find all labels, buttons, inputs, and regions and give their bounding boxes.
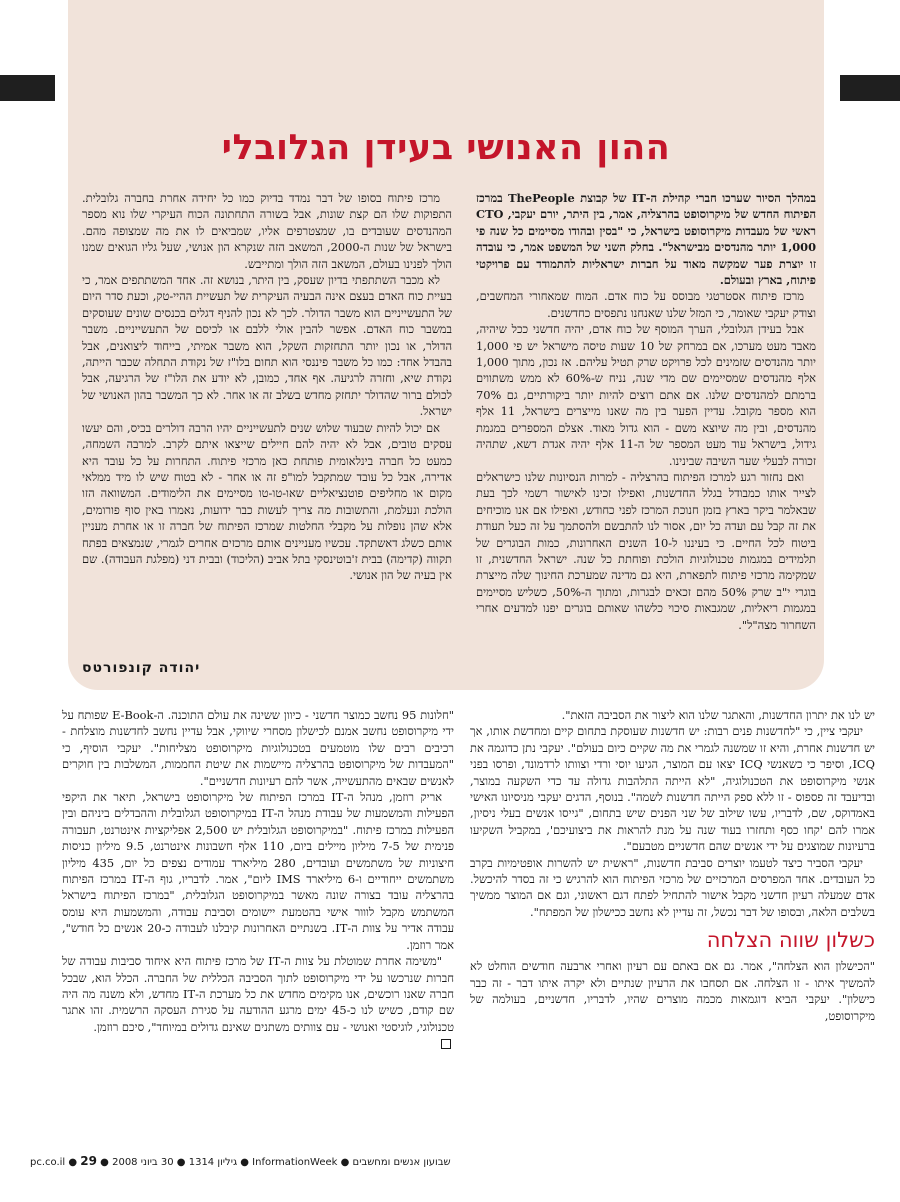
author-byline: יהודה קונפורטס	[82, 660, 201, 676]
paragraph: "הכישלון הוא הצלחה", אמר. גם אם באתם עם רעיון ואחרי ארבעה חודשים הוחלט לא להמשיך איתו - זו הצלחה. אם תסחבו את הרעיון שנתיים ולא יקרה איתו דבר - זה כבר כישלון". יעקבי הביא דוגמאות מכמה מוצרים שהיו, לדבריו, חדשניים, בעולמה של מיקרוסופט,	[470, 959, 875, 1023]
end-of-article-icon	[441, 1039, 451, 1049]
lower-column-left	[62, 707, 454, 1052]
lower-column-right	[470, 707, 875, 1024]
section-subheading: כשלון שווה הצלחה	[706, 928, 875, 953]
paragraph: לא מכבר השתתפתי בדיון שעסק, בין היתר, בנושא זה. אחד המשתתפים אמר, כי בעיית כוח האדם בעצם אינה הבעיה העיקרית של תעשיית ההיי-טק, וכעת סדר היום של התעשייניים הוא משבר הדולר. לכך לא נכון להניף דגלים בכנסים שונים שעוסקים במשבר כוח האדם. אפשר להבין אולי ללבם או לכיסם של התעשייניים. משבר הדולר, או נכון יותר התחזקות השקל, הוא משבר אמיתי, בייחוד ליצואנים, אבל בהבדל אחד: כמו כל משבר פיננסי הוא תחום בלו"ז של נקודת התחלה שכבר הייתה, נקודת שיא, וחזרה לרגיעה. אף אחד, כמובן, לא יודע את הלו"ז של הרגיעה, אבל לכולם ברור שהדולר יתחזק מחדש בשלב זה או אחר. לא כך המשבר בהון האנושי של ישראל.	[82, 273, 452, 419]
paragraph: אריק רוזמן, מנהל ה-IT במרכז הפיתוח של מיקרוסופט בישראל, תיאר את היקפי הפעילות והמשמעות של עבודת מנהל ה-IT במיקרוסופט הגלובלית וההבדלים ביניהם ובין הפעילות במרכז פיתוח. "במיקרוסופט הגלובלית יש 2,500 אפליקציות אינטרנט, תעבורה פנימית של 7-5 מיליון מיילים ביום, 110 אלף חשבונות אינטרנט, 9.5 מיליון כניסות חיצוניות של משתמשים ועובדים, 280 מיליארד עמודים נצפים כל יום, 435 מיליון משתמשים ייחודיים ו-6 מיליארד IMS ליום", אמר. לדבריו, גוף ה-IT במרכז הפיתוח בהרצליה עובד בצורה שונה מאשר במיקרוסופט הגלובלית, "במרכז הפיתוח בישראל המשתמש מקבל לווור אישי בהטמעת יישומים וסביבת עבודה, והמשמעות היא עומס עבודה אדיר על צוות ה-IT. בשנתיים האחרונות קיבלנו לעבודה כ-20 אנשים כל חודש", אמר רוזמן.	[62, 790, 455, 952]
paragraph: מרכז פיתוח אסטרטגי מבוסס על כוח אדם. המוח שמאחורי המחשבים, וצודק יעקבי שאומר, כי המזל שלנו שאנחנו נתפסים כחדשנים.	[476, 289, 816, 320]
footer-text: שבועון אנשים ומחשבים ● InformationWeek ● גיליון 1314 ● 30 ביוני 2008 ● pc.co.il ●	[30, 1157, 451, 1168]
paragraph: אבל בעידן הגלובלי, הערך המוסף של כוח אדם, יהיה חדשני ככל שיהיה, מאבד מעט מערכו, אם במרחק של 10 שעות טיסה מישראל יש פי 1,000 יותר מהנדסים שזמינים לכל פרויקט שרק תטיל עליהם. אז נכון, מתוך 1,000 אלף מהנדסים שמסיימים שם מדי שנה, נניח ש-60% לא ממש משתווים ברמתם למהנדסים שלנו. אם אתם רוצים להיות יותר ביקורתיים, גם 70% הוא מספר מקובל. עדיין הפער בין מה שאנו מייצרים בישראל, 11 אלף מהנדסים, ובין מה שיוצא משם - הוא גדול מאוד. אצלם המספרים במגמת גידול, בישראל עוד מעט המספר של ה-11 אלף יהיה אגדת דשא, שתהיה זכורה לבעלי שער השיבה שבינינו.	[476, 322, 817, 468]
article-headline: ההון האנושי בעידן הגלובלי	[221, 128, 671, 168]
paragraph: יש לנו את יתרון החדשנות, והאתגר שלנו הוא ליצור את הסביבה הזאת".	[561, 708, 875, 722]
paragraph: מרכז פיתוח בסופו של דבר נמדד בדיוק כמו כל יחידה אחרת בחברה גלובלית. התפוקות שלו הם קצת שונות, אבל בשורה התחתונה הכוח העיקרי שלו נוא מספר המהנדסים שעובדים בו, שמצטרפים אליו, שמביאים לו את מה שמצופה מהם. בישראל של שנות ה-2000, המשאב הזה שנקרא הון אנושי, שעל גליו הגואים שמנו הולך לפנינו בעולם, המשאב הזה הולך ומתייבש.	[82, 191, 452, 271]
page-footer	[30, 1154, 870, 1168]
paragraph: אם יכול להיות שבעוד שלוש שנים לתעשייניים יהיו הרבה דולרים בכיס, והם יעשו עסקים טובים, אבל לא יהיה להם חיילים שייצאו איתם לקרב. למרבה השמחה, כמעט כל חברה בינלאומית פותחת כאן מרכזי פיתוח. התחרות על כל עובד היא אדירה, אבל כל עובד שמתקבל למו"פ זה או אחר - לא בטוח שיש לו מיד ממלאי מקום או מחליפים פוטנציאליים שאו-טו-טו מסיימים את הלימודים. המשוואה הזו הולכת ונעלמת, והתשובות מה צריך לעשות כבר ידועות, נאמרו באין סוף פורומים, אלא שהן נופלות על מקבלי החלטות שמרכז הפיתוח של חברה זו או אחרת מעניין אותם כשלג דאשתקד. עכשיו מעניינים אותם מרכזים אחרים לגמרי, שנמצאים בפתח תקווה (קדימה) בבית ז'בוטינסקי בתל אביב (הליכוד) ובבית דני (מפלגת העבודה). שם אין בעיה של הון אנושי.	[82, 420, 452, 583]
paragraph: ואם נחזור רגע למרכז הפיתוח בהרצליה - למרות הנסיונות שלנו כישראלים לצייר אותו כמבודל בגלל החדשנות, ואפילו זכינו לאישור רשמי לכך בעת שבאלמר ביקר בארץ בזמן חנוכת המרכז לפני כחודש, ואפילו אם אנו מוכיחים את זה קבל עם ועדה כל יום, אסור לנו להתבשם ולהסתמך על זה כעל תעודת ביטוח לכל החיים. כי בעיננו ל-10 השנים האחרונות, כמות הבוגרים של תלמידים במגמות טכנולוגיות הולכת ופוחתת כל שנה. ישראל החדשנית, זו שמקימה מרכזי פיתוח לתפארת, היא גם מדינה שמערכת החינוך שלה מייצרת בוגרי י"ב שרק 50% מהם זכאים לבגרות, ומתוך ה-50%, כשליש מסיימים במגמות ריאליות, שמגבאות סיכוי כלשהו שאותם בוגרים יפנו למדעים אחרי השחרור מצה"ל".	[476, 469, 817, 632]
page-number: 29	[80, 1154, 97, 1168]
paragraph: "משימה אחרת שמוטלת על צוות ה-IT של מרכז פיתוח היא איחוד סביבות עבודה של חברות שנרכשו על ידי מיקרוסופט לתוך הסביבה הכללית של החברה. הכלל הוא, שבכל חברה שאנו רוכשים, אנו מקימים מחדש את כל מערכת ה-IT מחדש, ולא משנה מה היה שם קודם, כשיש לנו כ-45 ימים מרגע ההודעה על סגירת העסקה הרשמית. זהו אתגר טכנולוגי, לוגיסטי ואנושי - עם צוותים משתנים שאינם גדולים במיוחד", סיכם רוזמן.	[62, 954, 455, 1034]
intro-paragraph: במהלך הסיור שערכו חברי קהילת ה-IT של קבוצת ThePeople במרכז הפיתוח החדש של מיקרוסופט בהרצליה, אמר, בין היתר, יורם יעקבי, CTO ראשי של מעבדות מיקרוסופט בישראל, כי "בסין ובהודו מסיימים כל שנה פי 1,000 יותר מהנדסים מבישראל". בחלק השני של המשפט אמר, כי עובדה זו יוצרת פער שמקשה מאוד על חברות ישראליות להתמודד עם פרויקטי פיתוח, בארץ ובעולם.	[476, 191, 816, 288]
paragraph: "חלונות 95 נחשב כמוצר חדשני - כיוון ששינה את עולם התוכנה. ה-E-Book שפותח על ידי מיקרוסופט נחשב אמנם לכישלון מסחרי שיווקי, אבל עדיין נחשב לחדשנות מוצלחת - רכיבים רבים שלו מוטמעים בטכנולוגיות מיקרוסופט מצליחות". יעקבי הוסיף, כי "המעבדות של מיקרוסופט בהרצליה מיישמות את שיטת החממות, המשלבות בין חוקרים לאנשים שבאים מהתעשייה, אשר להם רעיונות חדשניים".	[62, 708, 454, 788]
paragraph: יעקבי ציין, כי "לחדשנות פנים רבות: יש חדשנות שעוסקת בתחום קיים ומחדשת אותו, אך יש חדשנות אחרת, והיא זו שמשנה לגמרי את מה שקיים כיום בעולם". יעקבי נתן כדוגמה את ICQ, וסיפר כי כשאנשי ICQ יצאו עם המוצר, הגיעו יוסי ורדי וצוותו לרדמונד, ופרסו בפני אנשי מיקרוסופט את הטכנולוגיה, "לא הייתה התלהבות גדולה עד כדי השקעה במוצר, ובדיעבד זה פספוס - זו ללא ספק הייתה חדשנות לשמה". בנוסף, הדגים יעקבי מניסיונו האישי באמדוקס, שם, לדבריו, עשו שילוב של שני הפנים שיש בתחום, "גייסו אנשים בעלי ניסיון, אמרו להם 'קחו כסף ותחזרו בעוד שנה על מנת להראות את ביצועיכם', במקביל השקיעו ברעיונות שמוצגים על ידי אנשים שהם חדשניים מטבעם".	[470, 724, 875, 854]
paragraph: יעקבי הסביר כיצד לטעמו יוצרים סביבת חדשנות, "ראשית יש להשרות אופטימיות בקרב כל העובדים. אחד המפרסים המרכזיים של מרכזי הפיתוח הוא להרגיש כי זה בסדר להיכשל. אדם שמעלה רעיון חדשני מקבל אישור להתחיל לפתח דגם ראשוני, וגם אם המוצר ממשיך בשלבים הלאה, ובסופו של דבר נכשל, זה עדיין לא נחשב ככישלון של המפתח".	[470, 855, 875, 919]
decorative-bar-right	[840, 75, 900, 101]
box-column-right	[476, 190, 816, 633]
decorative-bar-left	[0, 75, 55, 101]
box-column-left	[82, 190, 452, 584]
feature-box	[68, 0, 824, 690]
